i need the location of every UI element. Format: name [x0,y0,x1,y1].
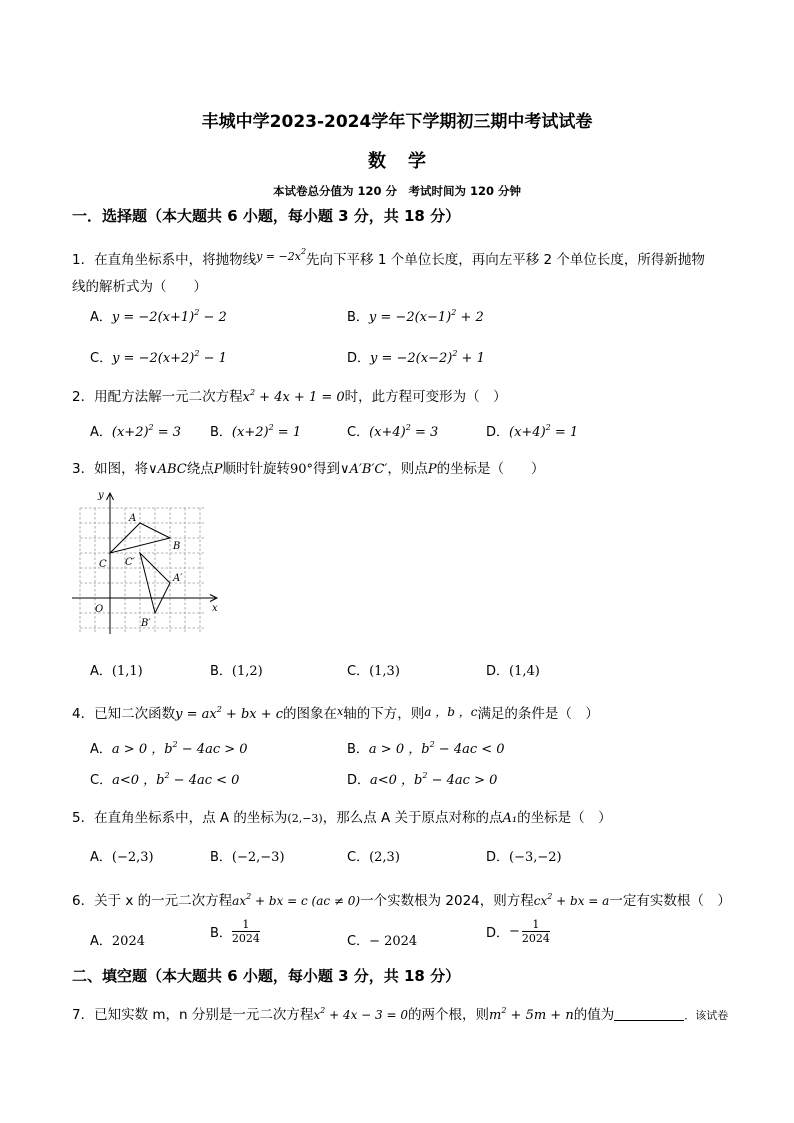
q3-triangle-2: ∨A′B′C′ [340,462,388,477]
q5-text-a: 5．在直角坐标系中，点 A 的坐标为 [72,810,288,826]
option-letter: C． [347,850,370,865]
figure-label-a: A [129,513,137,524]
figure-label-c: C [99,559,107,570]
q6-option-a[interactable] [90,930,145,949]
option-letter: D． [486,850,510,865]
option-expr: (1,1) [111,664,143,679]
option-fraction [522,918,550,945]
figure-label-a-prime: A′ [173,573,183,584]
question-4 [72,702,599,722]
option-expr: $y = -2(x+1)^2 - 2$ [111,308,227,325]
option-expr: $y = -2(x-1)^2 + 2$ [368,308,484,325]
option-letter: D． [486,926,510,941]
option-expr: a > 0 ，$b^2 - 4ac < 0$ [368,740,505,757]
q1-text-b: 先向下平移 1 个单位长度，再向左平移 2 个单位长度，所得新抛物 [306,252,705,268]
question-3 [72,457,545,477]
option-letter: B． [210,850,232,865]
q7-expr-2: $m^2 + 5m + n$ [489,1006,574,1023]
option-letter: A． [90,934,112,949]
option-letter: A． [90,742,112,757]
q5-option-a[interactable] [90,846,154,865]
q4-option-c[interactable] [90,769,239,788]
q7-text-c: 的值为 [573,1007,615,1023]
option-letter: D． [347,351,371,366]
q1-option-b[interactable] [347,306,484,325]
q5-option-b[interactable] [210,846,285,865]
option-expr: − 2024 [369,934,418,949]
q7-expr-1: $x^2 + 4x - 3 = 0$ [313,1006,408,1022]
q1-option-d[interactable] [347,347,485,366]
exam-note: 本试卷总分值为 120 分 考试时间为 120 分钟 [272,184,522,198]
q7-text-b: 的两个根，则 [408,1007,489,1023]
option-letter: A． [90,310,112,325]
exam-title: 丰城中学2023-2024学年下学期初三期中考试试卷 [201,112,593,132]
option-expr: a<0 ，$b^2 - 4ac > 0$ [370,771,498,788]
option-expr: (−2,−3) [231,850,285,865]
option-expr: (2,3) [369,850,400,865]
q4-text-d: 满足的条件是（ ） [477,706,599,722]
q3-option-b[interactable] [210,660,263,679]
subject-title: 数学 [368,151,448,172]
q4-text-c: 轴的下方，则 [343,706,425,722]
q4-text-a: 4．已知二次函数 [72,706,176,722]
option-letter: C． [347,934,370,949]
q6-text-c: 一定有实数根（ ） [609,893,731,909]
q5-text-b: ，那么点 A 关于原点对称的点 [322,810,503,826]
q6-expr-2: $cx^2$ + bx = a [533,892,610,908]
question-1-cont: 线的解析式为（ ） [72,279,207,295]
q2-option-c[interactable] [347,421,438,440]
q3-text-a: 3．如图，将 [72,461,149,477]
figure-label-b-prime: B′ [141,618,151,629]
q2-text-b: 时，此方程可变形为（ ） [344,389,507,405]
option-letter: D． [486,425,510,440]
q4-expr: $y = ax^2$ + bx + c [175,705,284,722]
option-letter: C． [90,773,113,788]
option-expr: $y = -2(x+2)^2 - 1$ [112,349,227,366]
option-expr: $(x+2)^2 = 1$ [231,423,302,440]
option-letter: B． [210,926,232,941]
option-expr: (1,3) [369,664,400,679]
q6-expr-1: $ax^2$ + bx = c (ac ≠ 0) [232,892,361,908]
q2-expr: $x^2 + 4x + 1 = 0$ [242,388,345,405]
option-expr: 2024 [111,934,145,949]
question-5 [72,806,612,826]
q2-option-a[interactable] [90,421,181,440]
q3-point-p: P [213,462,223,477]
q3-option-c[interactable] [347,660,400,679]
option-letter: B． [210,425,232,440]
option-letter: D． [347,773,371,788]
option-fraction [232,918,260,945]
q3-text-d: 得到 [313,461,341,477]
option-letter: C． [347,664,370,679]
option-letter: A． [90,425,112,440]
q6-option-b[interactable] [210,918,260,945]
section-title-fill: 二、填空题（本大题共 6 小题，每小题 3 分，共 18 分） [72,967,461,985]
figure-label-x: x [212,603,218,614]
figure-label-origin: O [95,604,104,615]
q3-triangle-1: ∨ABC [148,462,187,477]
q2-option-b[interactable] [210,421,301,440]
question-6 [72,889,731,909]
q1-expr: y = −2x2 [256,247,307,263]
q4-text-b: 的图象在 [283,706,338,722]
q3-text-c: 顺时针旋转 [222,461,290,477]
option-letter: B． [347,742,369,757]
option-expr: a > 0 ，$b^2 - 4ac > 0$ [111,740,248,757]
option-expr: (−2,3) [111,850,154,865]
q5-text-c: 的坐标是（ ） [517,810,612,826]
option-expr: (1,4) [509,664,540,679]
fraction-denominator: 2024 [521,932,550,945]
option-letter: C． [90,351,113,366]
q5-coord: (2,−3) [287,812,323,825]
q7-text-d: ．该试卷 [684,1009,729,1022]
fraction-denominator: 2024 [231,932,260,945]
q4-option-d[interactable] [347,769,497,788]
option-letter: A． [90,850,112,865]
q1-option-c[interactable] [90,347,227,366]
q3-text-f: 的坐标是（ ） [436,461,545,477]
option-sign: − [509,924,520,939]
q3-option-d[interactable] [486,660,540,679]
q3-rotation-figure [66,488,226,638]
option-expr: $(x+4)^2 = 1$ [509,423,579,440]
q3-point-p2: P [427,462,437,477]
fraction-numerator: 1 [532,918,540,931]
q2-option-d[interactable] [486,421,578,440]
option-expr: a<0 ，$b^2 - 4ac < 0$ [112,771,240,788]
q5-a1: A₁ [502,811,518,826]
q4-option-a[interactable] [90,738,248,757]
q4-option-b[interactable] [347,738,505,757]
option-letter: A． [90,664,112,679]
q6-text-a: 6．关于 x 的一元二次方程 [72,893,233,909]
q4-x: x [337,705,344,718]
option-expr: (−3,−2) [509,850,562,865]
fraction-numerator: 1 [242,918,250,931]
q3-text-e: ，则点 [387,461,428,477]
q3-option-a[interactable] [90,660,143,679]
figure-label-c-prime: C′ [125,557,135,568]
q6-text-b: 一个实数根为 2024，则方程 [360,893,534,909]
q6-option-c[interactable] [347,930,417,949]
option-expr: $(x+2)^2 = 3$ [111,423,182,440]
figure-label-b: B [173,541,181,552]
section-title-choice: 一．选择题（本大题共 6 小题，每小题 3 分，共 18 分） [72,207,461,225]
q6-option-d[interactable] [486,918,550,945]
q5-option-c[interactable] [347,846,400,865]
question-2 [72,385,507,405]
q1-text-a: 1．在直角坐标系中，将抛物线 [72,252,257,268]
option-letter: B． [210,664,232,679]
question-1 [72,247,705,268]
q7-text-a: 7．已知实数 m，n 分别是一元二次方程 [72,1007,314,1023]
q3-text-b: 绕点 [186,461,214,477]
figure-label-y: y [98,490,104,501]
q4-vars: a ，b ，c [424,705,478,719]
q7-answer-blank[interactable] [614,1008,684,1021]
option-letter: D． [486,664,510,679]
q1-option-a[interactable] [90,306,227,325]
option-letter: C． [347,425,370,440]
question-7 [72,1003,728,1023]
option-letter: B． [347,310,369,325]
q2-text-a: 2．用配方法解一元二次方程 [72,389,243,405]
q3-angle: 90° [290,462,314,477]
option-expr: $(x+4)^2 = 3$ [369,423,439,440]
option-expr: $y = -2(x-2)^2 + 1$ [370,349,485,366]
q5-option-d[interactable] [486,846,562,865]
option-expr: (1,2) [231,664,263,679]
